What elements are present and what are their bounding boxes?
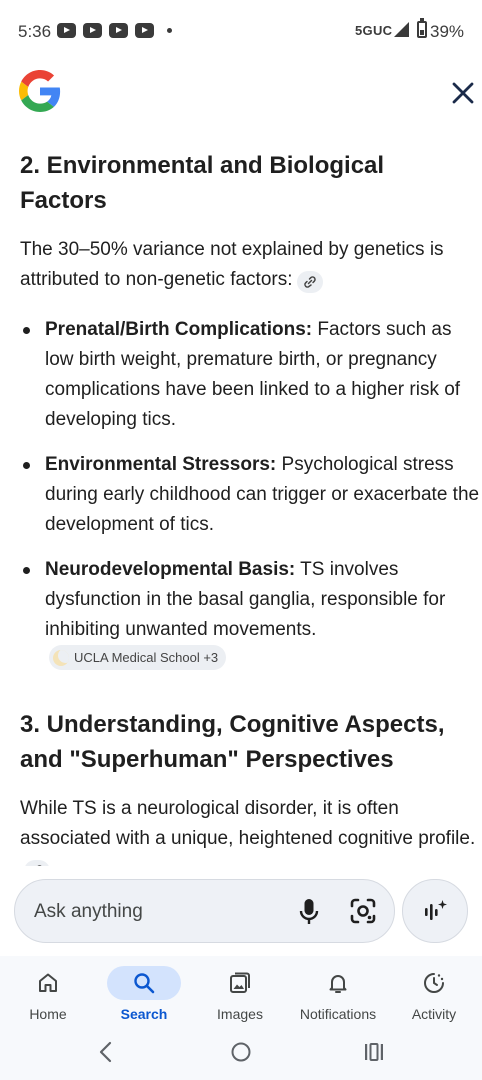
microphone-icon[interactable]	[298, 898, 320, 926]
battery-percent: 39%	[430, 22, 465, 41]
youtube-icon	[135, 23, 154, 38]
nav-label-activity: Activity	[411, 1006, 457, 1022]
ask-placeholder: Ask anything	[34, 901, 143, 922]
factors-list	[20, 315, 482, 677]
signal-icon	[394, 22, 409, 37]
source-chip-label: UCLA Medical School +3	[74, 649, 219, 665]
link-icon	[303, 275, 317, 289]
list-item-text: TS involves dysfunction in the basal ganglia, responsible for inhibiting unwanted movements.	[45, 559, 446, 640]
home-circle-icon[interactable]	[229, 1040, 253, 1064]
source-favicon-icon	[53, 650, 69, 666]
list-item-heading: Prenatal/Birth Complications:	[45, 319, 313, 340]
nav-icon-wrap	[397, 966, 471, 1000]
images-icon	[228, 971, 252, 995]
close-button[interactable]	[448, 78, 478, 108]
google-g-logo[interactable]	[19, 70, 61, 112]
nav-item-home[interactable]	[0, 956, 96, 1028]
nav-icon-wrap	[203, 966, 277, 1000]
ai-voice-sparkle-icon	[423, 899, 447, 923]
list-item	[20, 450, 482, 540]
system-navigation-bar	[0, 1028, 482, 1080]
nav-label-notifications: Notifications	[299, 1006, 377, 1022]
nav-label-search: Search	[120, 1006, 168, 1022]
nav-label-home: Home	[29, 1006, 67, 1022]
nav-item-activity[interactable]	[386, 956, 482, 1028]
nav-icon-wrap	[11, 966, 85, 1000]
nav-label-images: Images	[217, 1006, 263, 1022]
notification-icons	[57, 23, 172, 38]
list-item-heading: Environmental Stressors:	[45, 454, 277, 475]
more-notifications-dot-icon	[167, 28, 172, 33]
list-item-text: Psychological stress during early childhood can trigger or exacerbate the development of tics.	[45, 454, 480, 535]
nav-item-notifications[interactable]	[290, 956, 386, 1028]
section-2-intro-text: The 30–50% variance not explained by genetics is attributed to non-genetic factors:	[20, 239, 444, 290]
nav-icon-wrap	[107, 966, 181, 1000]
status-bar	[0, 0, 482, 62]
status-time: 5:36	[18, 22, 52, 41]
citation-link-chip[interactable]	[297, 271, 323, 293]
section-heading-2: 2. Environmental and Biological Factors	[20, 152, 385, 214]
ask-input[interactable]	[14, 879, 395, 943]
google-lens-icon[interactable]	[350, 898, 376, 924]
network-type: 5GUC	[355, 23, 393, 38]
recent-apps-icon[interactable]	[362, 1040, 386, 1064]
youtube-icon	[109, 23, 128, 38]
back-icon[interactable]	[96, 1040, 116, 1064]
youtube-icon	[83, 23, 102, 38]
section-2-intro	[20, 235, 478, 295]
list-item	[20, 315, 482, 435]
ask-bar-container	[0, 866, 482, 956]
ai-answer-content	[20, 148, 482, 884]
youtube-icon	[57, 23, 76, 38]
search-icon	[132, 971, 156, 995]
nav-item-search[interactable]	[96, 956, 192, 1028]
nav-icon-wrap	[301, 966, 375, 1000]
list-item-text: Factors such as low birth weight, premature birth, or pregnancy complications have been linked to a higher risk of developing tics.	[45, 319, 461, 430]
home-icon	[36, 971, 60, 995]
source-chip[interactable]	[49, 645, 226, 670]
bell-icon	[326, 971, 350, 995]
nav-item-images[interactable]	[192, 956, 288, 1028]
list-item	[20, 555, 482, 677]
bottom-navigation	[0, 956, 482, 1028]
section-heading-3: 3. Understanding, Cognitive Aspects, and "Superhuman" Perspectives	[20, 710, 445, 773]
close-icon	[452, 82, 474, 104]
activity-icon	[422, 971, 446, 995]
battery-icon	[417, 21, 427, 38]
ai-mode-button[interactable]	[402, 879, 468, 943]
list-item-heading: Neurodevelopmental Basis:	[45, 559, 296, 580]
section-3-intro-text: While TS is a neurological disorder, it is often associated with a unique, heightened cognitive profile.	[20, 797, 476, 849]
